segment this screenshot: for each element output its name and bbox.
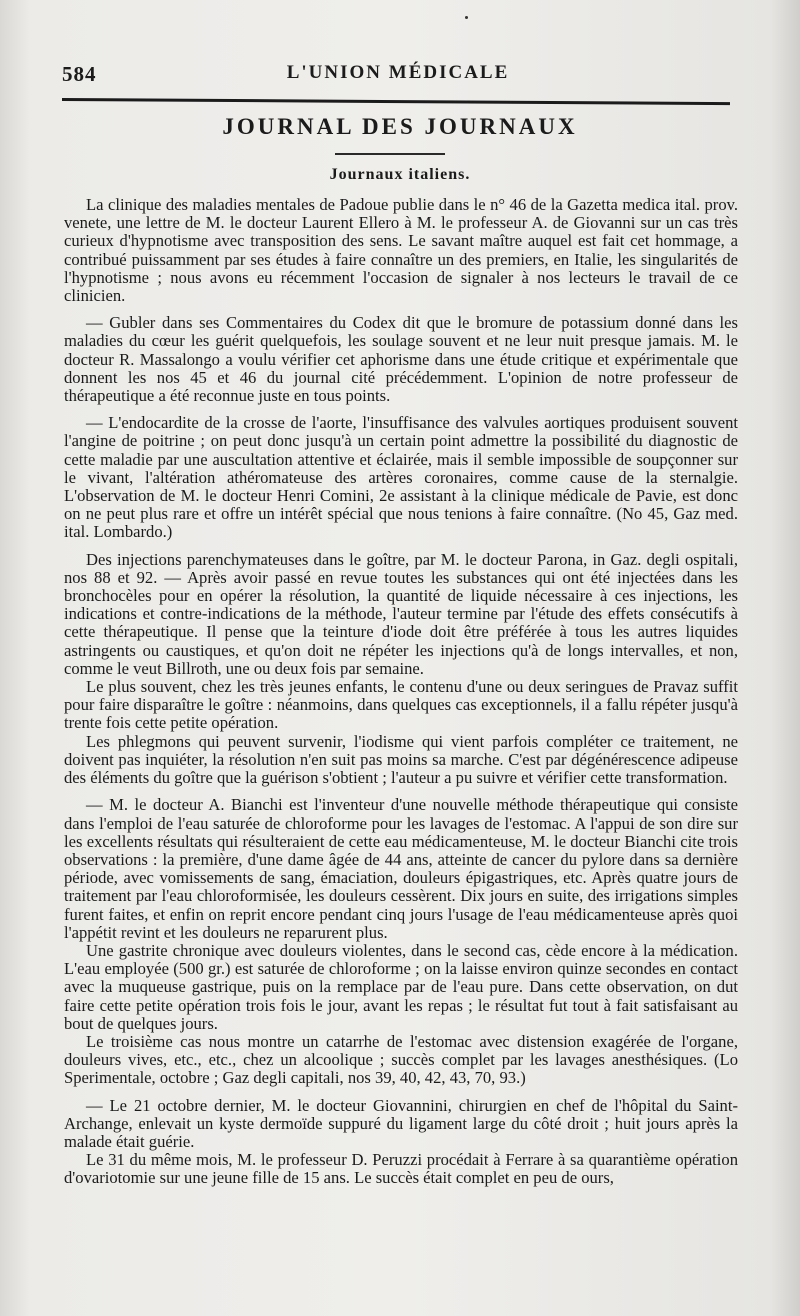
paragraph-hypnotisme: La clinique des maladies mentales de Padoue publie dans le n° 46 de la Gazetta medica ital. prov. venete, une lettre de M. le docteur Laurent Ellero à M. le professeur A. de Giovanni sur un cas très curieux d'hypnotisme avec transposition des sens. Le savant maître auquel est fait cet hommage, a contribué puissamment par ses études à faire connaître un des premiers, en Italie, les singularités de l'hypnotisme ; nous avons eu récemment l'occasion de signaler à nos lecteurs le travail de ce clinicien. xyxy=(64,195,738,306)
paragraph-injections-goitre: Des injections parenchymateuses dans le goître, par M. le docteur Parona, in Gaz. degli ospitali, nos 88 et 92. — Après avoir passé en revue toutes les substances qui ont été injectées dans les bronchocèles pour en opérer la résolution, la quantité de liquide nécessaire à ces injections, les indications et contre-indications de la méthode, l'auteur termine par l'étude des effets consécutifs à cette thérapeutique. Il pense que la teinture d'iode doit être préférée à tous les autres liquides astringents ou caustiques, et qu'on doit ne répéter les injections qu'à de longs intervalles, et non, comme le veut Billroth, une ou deux fois par semaine. xyxy=(64,549,738,678)
paragraph-catarrhe: Le troisième cas nous montre un catarrhe de l'estomac avec distension exagérée de l'organe, douleurs vives, etc., etc., chez un alcoolique ; succès complet par les lavages anesthésiques. (Lo Sperimentale, octobre ; Gaz degli capitali, nos 39, 40, 42, 43, 70, 93.) xyxy=(64,1031,738,1088)
page-header xyxy=(62,62,734,92)
ink-speck xyxy=(465,16,468,19)
subsection-title: Journaux italiens. xyxy=(329,166,471,183)
paragraph-phlegmons: Les phlegmons qui peuvent survenir, l'iodisme qui vient parfois compléter ce traitement, ne doivent pas inquiéter, la résolution n'en suit pas moins sa marche. C'est par dégénérescence adipeuse des éléments du goître que la guérison s'obtient ; l'auteur a pu suivre et vérifier cette transformation. xyxy=(64,731,738,788)
article-body xyxy=(64,196,738,1197)
section-title: JOURNAL DES JOURNAUX xyxy=(222,114,578,139)
page-number: 584 xyxy=(62,62,97,86)
paragraph-seringues: Le plus souvent, chez les très jeunes enfants, le contenu d'une ou deux seringues de Pravaz suffit pour faire disparaître le goître : néanmoins, dans quelques cas exceptionnels, il a fallu répéter jusqu'à trente fois cette petite opération. xyxy=(64,677,738,733)
paragraph-giovannini: — Le 21 octobre dernier, M. le docteur Giovannini, chirurgien en chef de l'hôpital du Saint-Archange, enlevait un kyste dermoïde suppuré du ligament large du côté droit ; huit jours après la malade était guérie. xyxy=(64,1095,738,1151)
header-rule xyxy=(62,98,730,105)
paragraph-endocardite: — L'endocardite de la crosse de l'aorte, l'insuffisance des valvules aortiques produisent souvent l'angine de poitrine ; on peut donc jusqu'à un certain point admettre la possibilité du diagnostic de cette maladie par une auscultation attentive et éclairée, mais il semble impossible de soupçonner sur le vivant, l'altération athéromateuse des artères coronaires, comme cause de la sternalgie. L'observation de M. le docteur Henri Comini, 2e assistant à la clinique médicale de Pavie, est donc on ne peut plus rare et offre un intérêt spécial que nous tenions à faire connaître. (No 45, Gaz med. ital. Lombardo.) xyxy=(64,413,738,542)
paragraph-bianchi: — M. le docteur A. Bianchi est l'inventeur d'une nouvelle méthode thérapeutique qui consiste dans l'emploi de l'eau saturée de chloroforme pour les lavages de l'estomac. A l'appui de son dire sur les excellents résultats qui résulteraient de cette eau médicamenteuse, M. le docteur Bianchi cite trois observations : la première, d'une dame âgée de 44 ans, atteinte de cancer du pylore dans sa dernière période, avec vomissements de sang, émaciation, douleurs épigastriques, etc. Après quatre jours de traitement par l'eau chloroformisée, les douleurs cessèrent. Dix jours en suite, des irrigations simples furent faites, et enfin on reprit encore pendant cinq jours l'usage de l'eau médicamenteuse après quoi l'appétit revint et les douleurs ne reparurent plus. xyxy=(64,795,738,942)
paragraph-peruzzi: Le 31 du même mois, M. le professeur D. Peruzzi procédait à Ferrare à sa quarantième opération d'ovariotomie sur une jeune fille de 15 ans. Le succès était complet en peu de ours, xyxy=(64,1150,738,1188)
paragraph-bromure: — Gubler dans ses Commentaires du Codex dit que le bromure de potassium donné dans les maladies du cœur les guérit quelquefois, les soulage souvent et ne leur nuit presque jamais. M. le docteur R. Massalongo a voulu vérifier cet aphorisme dans une étude critique et expérimentale que donnent les nos 45 et 46 du journal cité précédemment. L'opinion de notre professeur de thérapeutique a été reconnue juste en tous points. xyxy=(64,313,738,406)
title-underline xyxy=(335,153,445,155)
running-title: L'UNION MÉDICALE xyxy=(286,62,510,83)
paragraph-gastrite: Une gastrite chronique avec douleurs violentes, dans le second cas, cède encore à la médication. L'eau employée (500 gr.) est saturée de chloroforme ; on la laisse environ quinze secondes en contact avec la muqueuse gastrique, puis on la remplace par de l'eau pure. Dans cette observation, on dut faire cette petite opération trois fois le jour, avant les repas ; le résultat fut tout à fait satisfaisant au bout de quelques jours. xyxy=(64,940,738,1033)
